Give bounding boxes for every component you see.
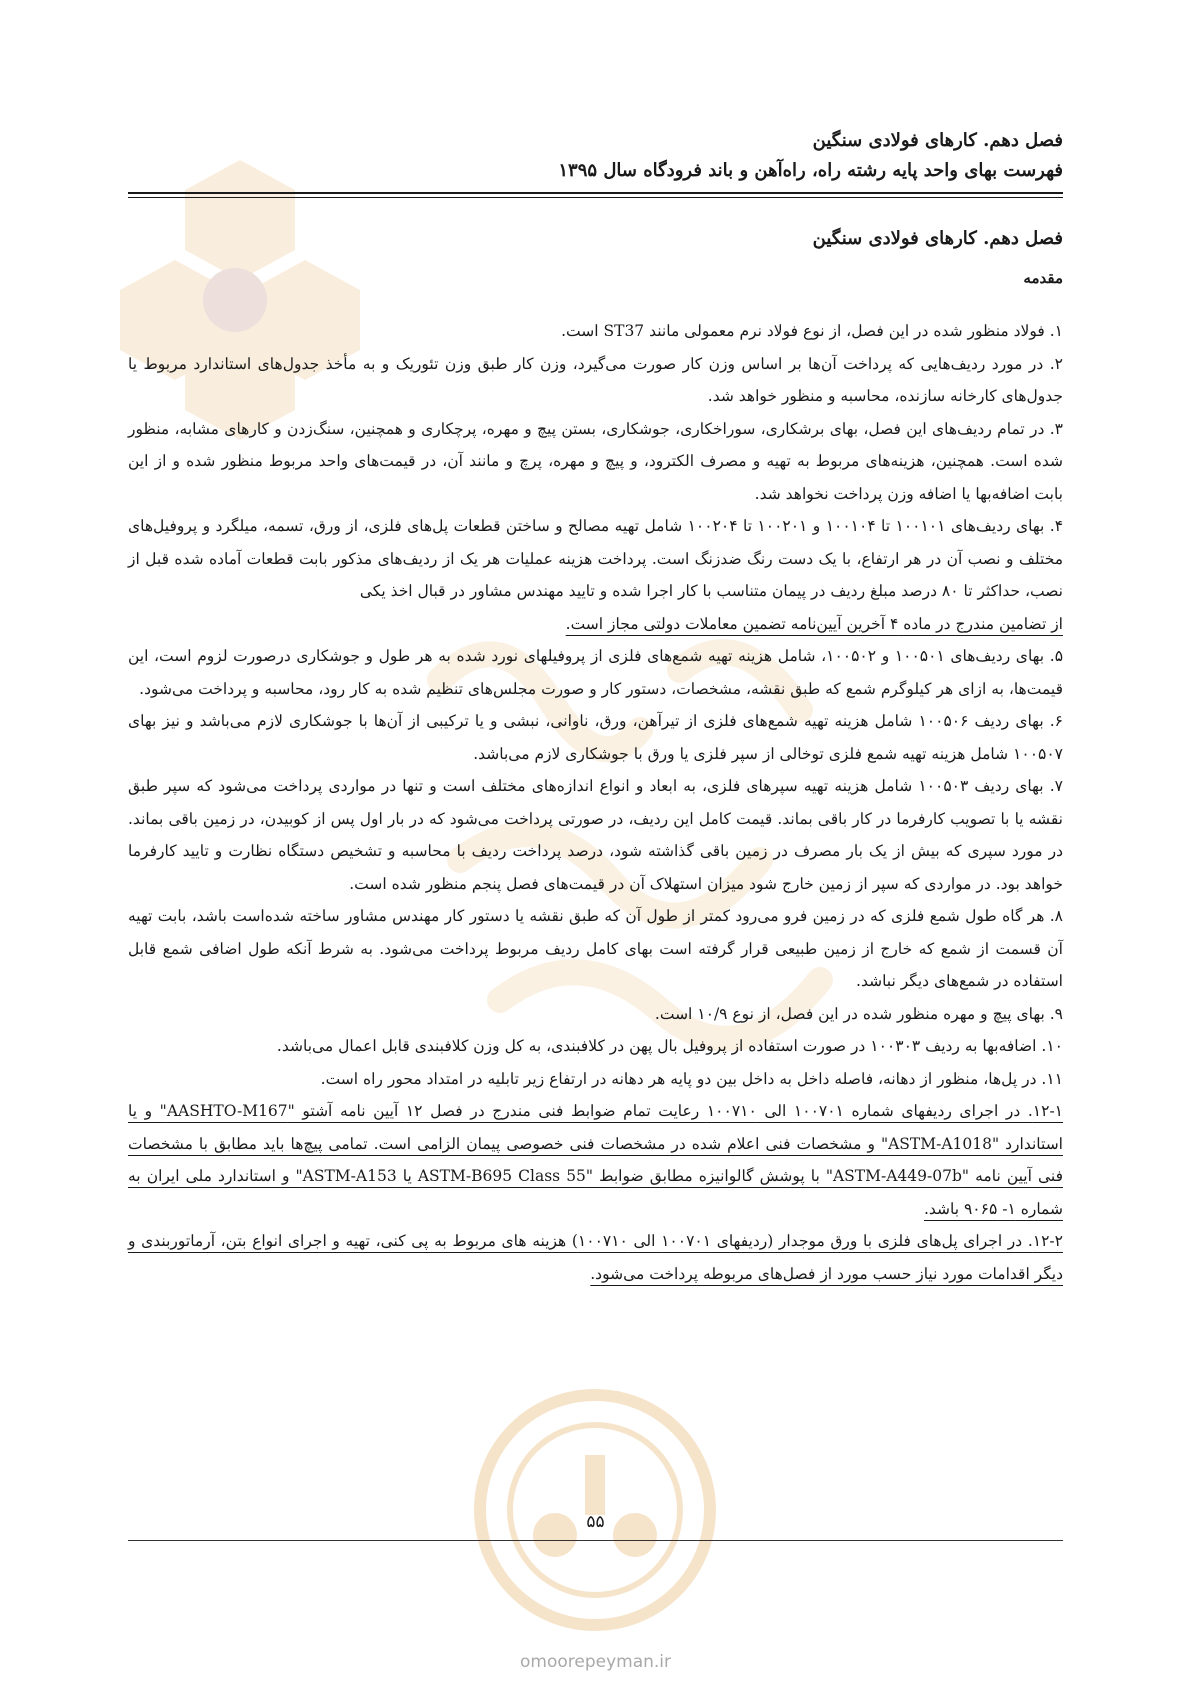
paragraph-7: ۷. بهای ردیف ۱۰۰۵۰۳ شامل هزینه تهیه سپرهای فلزی، به ابعاد و انواع اندازه‌های مختلف است و تنها در مواردی پرداخت می‌شود که سپر طبق نقشه یا با تصویب کارفرما در کار باقی بماند. قیمت کامل این ردیف، در صورتی پرداخت می‌شود که در بار اول پس از کوبیدن، در زمین باقی بماند. در مورد سپری که بیش از یک بار مصرف در زمین باقی گذاشته شود، درصد پرداخت ردیف با محاسبه و تشخیص دستگاه نظارت و تایید کارفرما خواهد بود. در مواردی که سپر از زمین خارج شود میزان استهلاک آن در قیمت‌های فصل پنجم منظور شده است. (128, 777, 1063, 893)
paragraph-2: ۲. در مورد ردیف‌هایی که پرداخت آن‌ها بر اساس وزن کار صورت می‌گیرد، وزن کار طبق وزن تئوریک و به مأخذ جدول‌های استاندارد مربوط یا جدول‌های کارخانه سازنده، محاسبه و منظور خواهد شد. (128, 354, 1063, 405)
paragraph-10: ۱۰. اضافه‌بها به ردیف ۱۰۰۳۰۳ در صورت استفاده از پروفیل بال پهن در کلافبندی، به کل وزن کلافبندی قابل اعمال می‌باشد. (276, 1037, 1063, 1055)
intro-heading: مقدمه (1023, 269, 1063, 287)
paragraph-12-2: ۱۲-۲. در اجرای پل‌های فلزی با ورق موجدار (ردیفهای ۱۰۰۷۰۱ الی ۱۰۰۷۱۰) هزینه های مربوط به پی کنی، تهیه و اجرای انواع بتن، آرماتوربندی و دیگر اقدامات مورد نیاز حسب مورد از فصل‌های مربوطه پرداخت می‌شود. (128, 1232, 1063, 1283)
header-divider (128, 192, 1063, 194)
header-book-title: فهرست بهای واحد پایه رشته راه، راه‌آهن و باند فرودگاه سال ۱۳۹۵ (558, 160, 1063, 181)
paragraph-11: ۱۱. در پل‌ها، منظور از دهانه، فاصله داخل به داخل بین دو پایه هر دهانه در ارتفاع زیر تابلیه در امتداد محور راه است. (320, 1069, 1063, 1088)
footer-divider (128, 1540, 1063, 1541)
watermark-site-url: omoorepeyman.ir (519, 1652, 672, 1672)
paragraph-5: ۵. بهای ردیف‌های ۱۰۰۵۰۱ و ۱۰۰۵۰۲، شامل هزینه تهیه شمع‌های فلزی از پروفیلهای نورد شده به هر طول و جوشکاری درصورت لزوم است، این قیمت‌ها، به ازای هر کیلوگرم شمع که طبق نقشه، مشخصات، دستور کار و صورت مجلس‌های تنظیم شده به کار رود، محاسبه و پرداخت می‌شود. (128, 647, 1064, 698)
paragraph-1: ۱. فولاد منظور شده در این فصل، از نوع فولاد نرم معمولی مانند ST37 است. (561, 322, 1063, 340)
page-header (123, 126, 1063, 186)
paragraph-12-1: ۱۲-۱. در اجرای ردیفهای شماره ۱۰۰۷۰۱ الی ۱۰۰۷۱۰ رعایت تمام ضوابط فنی مندرج در فصل ۱۲ آیین نامه آشتو "AASHTO-M167" و یا استاندارد "ASTM-A1018" و مشخصات فنی اعلام شده در مشخصات فنی خصوصی پیمان الزامی است. تمامی پیچ‌ها باید مطابق با مشخصات فنی آیین نامه "ASTM-A449-07b" با پوشش گالوانیزه مطابق ضوابط "ASTM-B695 Class 55 یا ASTM-A153" و استاندارد ملی ایران به شماره ۱- ۹۰۶۵ باشد. (128, 1102, 1064, 1218)
page-number: ۵۵ (586, 1512, 605, 1532)
header-chapter-title: فصل دهم. کارهای فولادی سنگین (812, 130, 1063, 151)
watermark-seal-icon (470, 1385, 720, 1635)
header-divider-thin (128, 197, 1063, 198)
paragraph-3: ۳. در تمام ردیف‌های این فصل، بهای برشکاری، سوراخکاری، جوشکاری، بستن پیچ و مهره، پرچکاری و همچنین، سنگ‌زدن و کارهای مشابه، منظور شده است. همچنین، هزینه‌های مربوط به تهیه و مصرف الکترود، و پیچ و مهره، پرچ و مانند آن، در قیمت‌های واحد مربوط منظور شده و از این بابت اضافه‌بها یا اضافه وزن پرداخت نخواهد شد. (128, 419, 1063, 503)
paragraph-6: ۶. بهای ردیف ۱۰۰۵۰۶ شامل هزینه تهیه شمع‌های فلزی از تیرآهن، ورق، ناوانی، نبشی و یا ترکیبی از آن‌ها با جوشکاری لازم می‌باشد و نیز بهای ۱۰۰۵۰۷ شامل هزینه تهیه شمع فلزی توخالی از سپر فلزی یا ورق با جوشکاری لازم می‌باشد. (128, 712, 1063, 763)
document-body (128, 220, 1063, 1290)
chapter-heading: فصل دهم. کارهای فولادی سنگین (812, 228, 1063, 249)
paragraph-4-continued: از تضامین مندرج در ماده ۴ آخرین آیین‌نامه تضمین معاملات دولتی مجاز است. (565, 614, 1063, 633)
paragraph-8: ۸. هر گاه طول شمع فلزی که در زمین فرو می‌رود کمتر از طول آن که طبق نقشه یا دستور کار مهندس مشاور ساخته شده‌است باشد، بابت تهیه آن قسمت از شمع که خارج از زمین طبیعی قرار گرفته است بهای کامل ردیف مربوط پرداخت می‌شود. به شرط آنکه طول اضافی شمع قابل استفاده در شمع‌های دیگر نباشد. (128, 907, 1063, 990)
paragraph-9: ۹. بهای پیچ و مهره منظور شده در این فصل، از نوع ۱۰/۹ است. (654, 1004, 1063, 1023)
paragraph-4: ۴. بهای ردیف‌های ۱۰۰۱۰۱ تا ۱۰۰۱۰۴ و ۱۰۰۲۰۱ تا ۱۰۰۲۰۴ شامل تهیه مصالح و ساختن قطعات پل‌های فلزی، از ورق، تسمه، میلگرد و پروفیل‌های مختلف و نصب آن در هر ارتفاع، با یک دست رنگ ضدزنگ است. پرداخت هزینه عملیات هر یک از ردیف‌های مذکور بابت قطعات آماده شده قبل از نصب، حداکثر تا ۸۰ درصد مبلغ ردیف در پیمان متناسب با کار اجرا شده و تایید مهندس مشاور در قبال اخذ یکی (128, 517, 1064, 600)
